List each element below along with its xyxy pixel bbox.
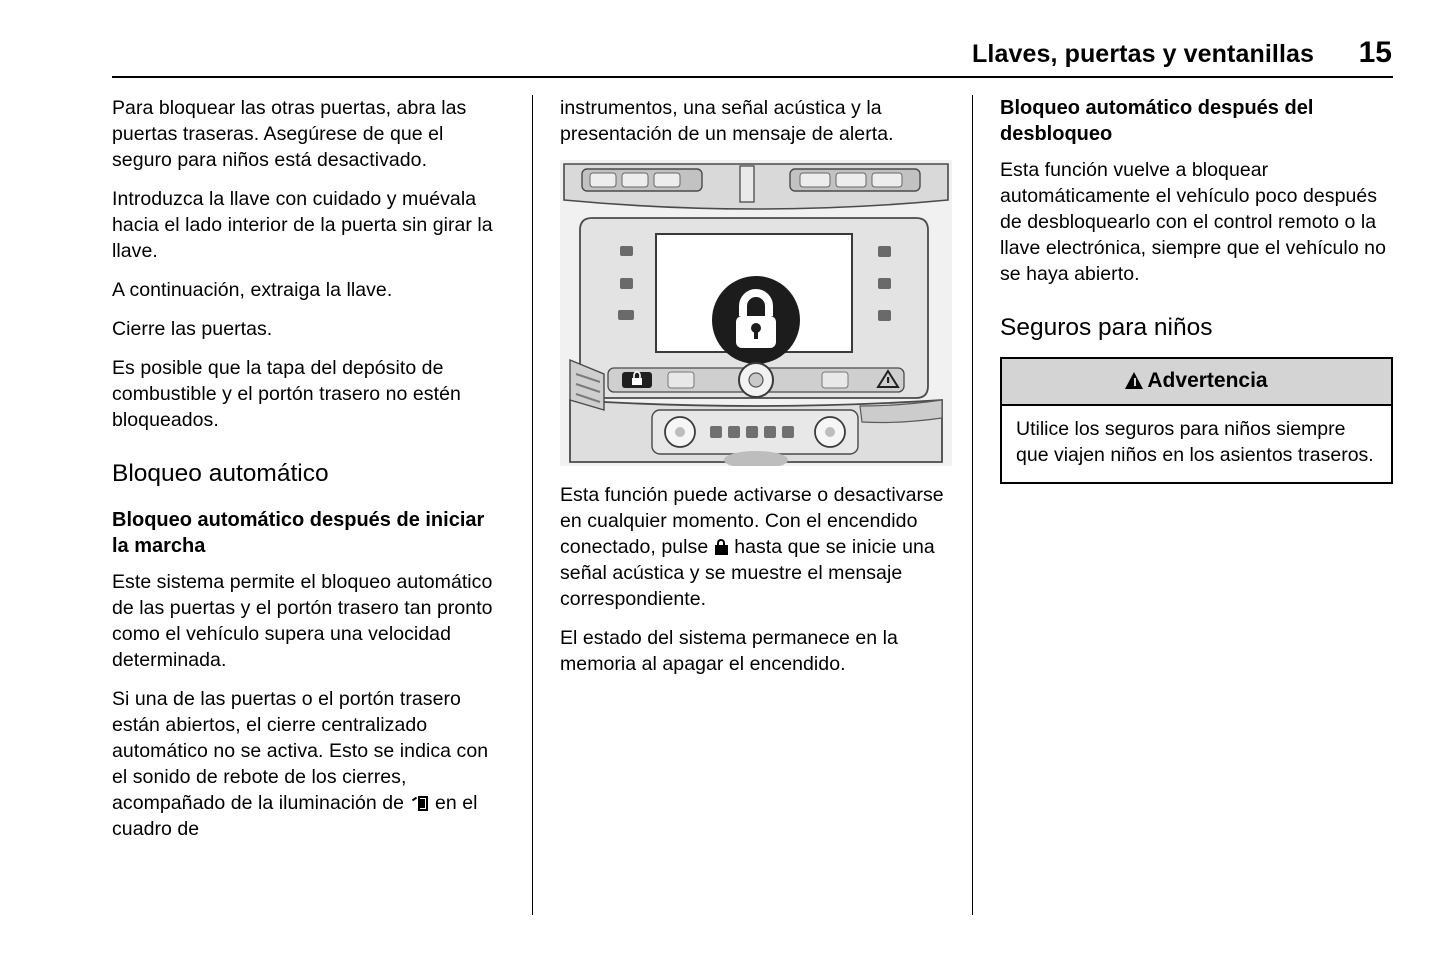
subsection-heading: Bloqueo automático después de iniciar la marcha (112, 509, 485, 557)
paragraph: Esta función vuelve a bloquear automáticamente el vehículo poco después de desbloquearlo con el control remoto o la llave electrónica, siempre que el vehículo no se haya abierto. (1000, 159, 1386, 285)
paragraph: Para bloquear las otras puertas, abra las puertas traseras. Asegúrese de que el seguro para niños está desactivado. (112, 97, 467, 171)
paragraph: A continuación, extraiga la llave. (112, 279, 393, 301)
lock-icon (715, 539, 728, 555)
column-3 (972, 95, 1393, 915)
subsection-heading: Bloqueo automático después del desbloqueo (1000, 97, 1314, 145)
page-number: 15 (1358, 36, 1392, 69)
paragraph-with-icon (560, 482, 944, 612)
paragraph: Es posible que la tapa del depósito de combustible y el portón trasero no estén bloqueados. (112, 357, 461, 431)
paragraph: El estado del sistema permanece en la memoria al apagar el encendido. (560, 627, 898, 675)
page-title: Llaves, puertas y ventanillas (972, 40, 1314, 68)
header-divider (112, 76, 1393, 78)
page-header (112, 36, 1392, 70)
paragraph: Introduzca la llave con cuidado y muévala hacia el lado interior de la puerta sin girar la llave. (112, 188, 493, 262)
paragraph-text-before: Si una de las puertas o el portón trasero están abiertos, el cierre centralizado automático no se activa. Esto se indica con el sonido de rebote de los cierres, acompañado de la iluminación de (112, 688, 489, 814)
paragraph: instrumentos, una señal acústica y la presentación de un mensaje de alerta. (560, 97, 894, 145)
column-1 (112, 95, 532, 915)
warning-triangle-icon (1125, 372, 1144, 389)
paragraph: Cierre las puertas. (112, 318, 273, 340)
door-ajar-icon (412, 795, 428, 812)
paragraph-text-before: Esta función puede activarse o desactivarse en cualquier momento. Con el encendido conectado, pulse (560, 484, 944, 558)
warning-title-text: Advertencia (1147, 369, 1268, 392)
warning-body: Utilice los seguros para niños siempre que viajen niños en los asientos traseros. (1016, 418, 1374, 466)
paragraph-text-after: en el cuadro de (112, 792, 478, 840)
warning-box (1000, 357, 1393, 484)
warning-title (1002, 359, 1391, 406)
paragraph: Este sistema permite el bloqueo automático de las puertas y el portón trasero tan pronto como el vehículo supera una velocidad determinada. (112, 571, 493, 671)
section-heading: Bloqueo automático (112, 460, 329, 487)
section-heading: Seguros para niños (1000, 314, 1213, 341)
figure-center-console (560, 160, 952, 466)
paragraph-with-icon (112, 686, 504, 842)
column-2 (532, 95, 972, 915)
content-columns (112, 95, 1393, 915)
paragraph-text-after: hasta que se inicie una señal acústica y se muestre el mensaje correspondiente. (560, 536, 935, 610)
